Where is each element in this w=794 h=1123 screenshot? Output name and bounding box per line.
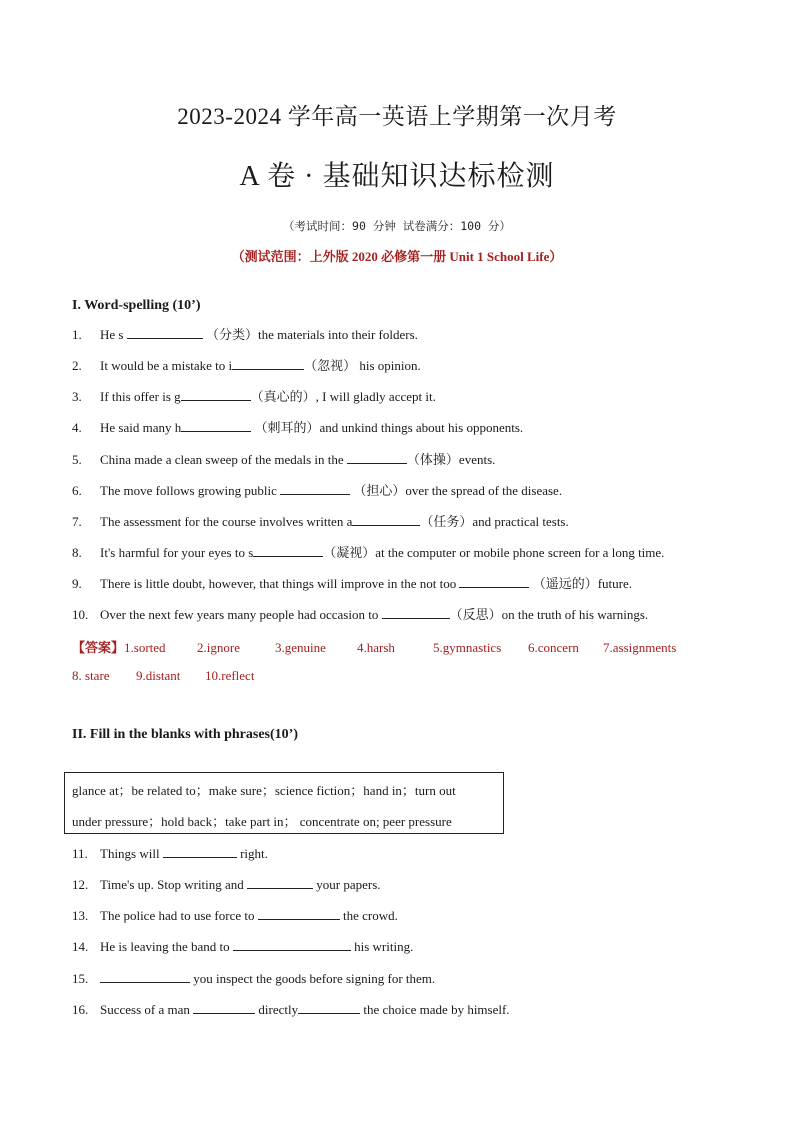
question-text: He s — [100, 327, 124, 342]
question-7 — [72, 512, 569, 530]
answer-item: 4.harsh — [357, 640, 395, 655]
question-11 — [72, 844, 268, 862]
question-text: （遥远的）future. — [532, 576, 632, 591]
answer-item: 3.genuine — [275, 640, 326, 655]
question-number: 13. — [72, 908, 89, 923]
answer-item: 8. stare — [72, 668, 110, 683]
question-number: 3. — [72, 389, 82, 404]
answer-key-line-2 — [72, 668, 254, 684]
question-text: Over the next few years many people had occasion to — [100, 607, 379, 622]
exam-subtitle: A 卷 · 基础知识达标检测 — [239, 161, 555, 192]
question-number: 4. — [72, 420, 82, 435]
question-text: （任务）and practical tests. — [420, 514, 569, 529]
question-14 — [72, 937, 413, 955]
question-text: （凝视）at the computer or mobile phone screen for a long time. — [323, 545, 665, 560]
answer-tag: 【答案】 — [72, 640, 125, 655]
question-text: （担心）over the spread of the disease. — [353, 483, 563, 498]
question-text: you inspect the goods before signing for them. — [193, 971, 436, 986]
question-number: 7. — [72, 514, 82, 529]
question-4 — [72, 418, 523, 436]
question-text: If this offer is g — [100, 389, 181, 404]
question-6 — [72, 481, 562, 499]
exam-scope: （测试范围：上外版 2020 必修第一册 Unit 1 School Life） — [231, 249, 563, 264]
answer-blank[interactable] — [382, 605, 450, 619]
question-5 — [72, 450, 495, 468]
answer-blank[interactable] — [459, 574, 529, 588]
question-number: 10. — [72, 607, 89, 622]
question-text: （忽视） his opinion. — [304, 358, 421, 373]
answer-blank[interactable] — [258, 906, 340, 920]
answer-blank[interactable] — [127, 325, 203, 339]
question-text: （分类）the materials into their folders. — [205, 327, 418, 342]
question-3 — [72, 387, 436, 405]
answer-item: 7.assignments — [603, 640, 677, 655]
question-text: （真心的）, I will gladly accept it. — [250, 389, 436, 404]
question-16 — [72, 1000, 510, 1018]
answer-item: 6.concern — [528, 640, 579, 655]
answer-item: 9.distant — [136, 668, 181, 683]
exam-info: （考试时间：90 分钟 试卷满分：100 分） — [283, 219, 511, 233]
question-text: The assessment for the course involves written a — [100, 514, 353, 529]
exam-title: 2023-2024 学年高一英语上学期第一次月考 — [177, 104, 617, 129]
answer-key-line-1 — [72, 637, 676, 656]
phrase-word-box — [64, 772, 504, 834]
answer-item: 2.ignore — [197, 640, 240, 655]
question-text: He is leaving the band to — [100, 939, 230, 954]
question-text: China made a clean sweep of the medals in the — [100, 452, 344, 467]
question-number: 9. — [72, 576, 82, 591]
section-1-title: I. Word-spelling (10’) — [72, 298, 201, 313]
question-text: （反思）on the truth of his warnings. — [449, 607, 649, 622]
question-text: He said many h — [100, 420, 182, 435]
question-text: The police had to use force to — [100, 908, 255, 923]
question-1 — [72, 325, 418, 343]
question-2 — [72, 356, 421, 374]
question-text: （体操）events. — [406, 452, 496, 467]
question-number: 12. — [72, 877, 89, 892]
question-13 — [72, 906, 398, 924]
question-text: the choice made by himself. — [363, 1002, 510, 1017]
question-number: 16. — [72, 1002, 89, 1017]
answer-blank[interactable] — [232, 356, 304, 370]
question-number: 14. — [72, 939, 89, 954]
question-text: （刺耳的）and unkind things about his opponents. — [254, 420, 524, 435]
answer-blank[interactable] — [233, 937, 351, 951]
phrase-list-line-1: glance at；be related to；make sure；science fiction；hand in；turn out — [72, 783, 456, 798]
answer-item: 5.gymnastics — [433, 640, 502, 655]
answer-blank[interactable] — [352, 512, 420, 526]
question-10 — [72, 605, 648, 623]
answer-blank[interactable] — [247, 875, 313, 889]
question-text: It's harmful for your eyes to s — [100, 545, 254, 560]
question-text: directly — [258, 1002, 299, 1017]
question-number: 15. — [72, 971, 89, 986]
question-8 — [72, 543, 664, 561]
question-number: 8. — [72, 545, 82, 560]
question-9 — [72, 574, 632, 592]
question-number: 1. — [72, 327, 82, 342]
question-number: 6. — [72, 483, 82, 498]
question-text: the crowd. — [343, 908, 398, 923]
phrase-list-line-2: under pressure；hold back；take part in； concentrate on; peer pressure — [72, 814, 452, 829]
question-text: right. — [240, 846, 268, 861]
question-text: Things will — [100, 846, 160, 861]
question-text: The move follows growing public — [100, 483, 277, 498]
question-number: 11. — [72, 846, 88, 861]
question-12 — [72, 875, 381, 893]
answer-blank[interactable] — [181, 387, 251, 401]
answer-item: 10.reflect — [205, 668, 255, 683]
question-15 — [72, 969, 435, 987]
answer-blank[interactable] — [280, 481, 350, 495]
answer-blank[interactable] — [298, 1000, 360, 1014]
question-text: It would be a mistake to i — [100, 358, 233, 373]
question-text: Success of a man — [100, 1002, 190, 1017]
answer-blank[interactable] — [253, 543, 323, 557]
answer-blank[interactable] — [193, 1000, 255, 1014]
question-number: 5. — [72, 452, 82, 467]
question-number: 2. — [72, 358, 82, 373]
answer-blank[interactable] — [181, 418, 251, 432]
answer-blank[interactable] — [100, 969, 190, 983]
answer-blank[interactable] — [163, 844, 237, 858]
question-text: his writing. — [354, 939, 414, 954]
question-text: your papers. — [316, 877, 381, 892]
question-text: There is little doubt, however, that things will improve in the not too — [100, 576, 457, 591]
answer-item: 1.sorted — [124, 640, 166, 655]
answer-blank[interactable] — [347, 450, 407, 464]
question-text: Time's up. Stop writing and — [100, 877, 244, 892]
section-2-title: II. Fill in the blanks with phrases(10’) — [72, 727, 298, 742]
